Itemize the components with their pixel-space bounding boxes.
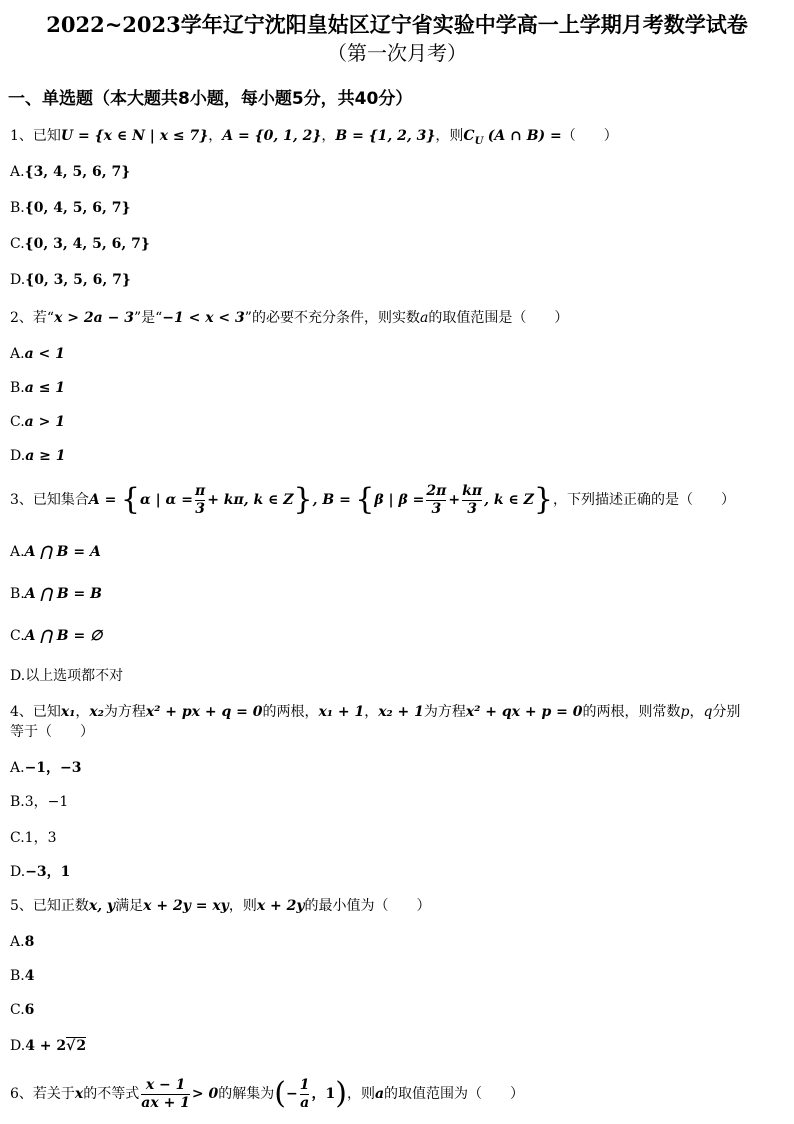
option-label: A. <box>10 544 25 560</box>
option-label: D. <box>10 668 26 684</box>
fraction <box>141 1077 190 1112</box>
option-text: A ⋂ B = B <box>24 586 102 602</box>
math: A = {0, 1, 2} <box>222 128 322 144</box>
section-heading: 一、单选题（本大题共8小题，每小题5分，共40分） <box>8 89 413 109</box>
math: U = {x ∈ N | x ≤ 7} <box>60 128 209 144</box>
math: x₂ + 1 <box>378 704 424 720</box>
fraction-denominator: 3 <box>195 500 205 517</box>
option-label: B. <box>10 586 25 602</box>
question-2-option-d[interactable] <box>10 446 65 466</box>
question-4-option-c[interactable] <box>10 828 57 848</box>
text: ， <box>364 704 379 720</box>
option-text: a < 1 <box>24 346 65 362</box>
question-2-option-a[interactable] <box>10 344 65 364</box>
math: β | β = <box>374 492 425 508</box>
text: （ ） <box>561 128 618 144</box>
option-text: 4 + 2 <box>25 1038 67 1054</box>
math: , B = <box>312 492 351 508</box>
option-label: C. <box>10 414 25 430</box>
math: a <box>374 1086 385 1102</box>
math: p <box>680 704 690 720</box>
question-1-option-c[interactable] <box>10 234 150 254</box>
text: ， <box>321 128 336 144</box>
math: − <box>286 1086 298 1102</box>
text: ，则 <box>228 898 257 914</box>
text: ，则 <box>435 128 464 144</box>
question-3-option-a[interactable] <box>10 542 101 562</box>
question-4-stem-line2: 等于（ ） <box>10 724 94 740</box>
math-subscript: U <box>474 135 484 147</box>
math: (A ∩ B) = <box>487 128 562 144</box>
math: x > 2a − 3 <box>54 310 134 326</box>
fraction-denominator: 3 <box>462 500 482 518</box>
question-6-stem <box>10 1074 524 1114</box>
math: x² + qx + p = 0 <box>465 704 583 720</box>
question-2-stem <box>10 308 568 328</box>
math: , k ∈ Z <box>484 492 534 508</box>
option-label: B. <box>10 200 25 216</box>
option-text: a ≤ 1 <box>24 380 66 396</box>
option-label: B. <box>10 794 25 810</box>
option-label: B. <box>10 968 25 984</box>
fraction-numerator: kπ <box>462 482 483 499</box>
option-text: 8 <box>24 934 35 950</box>
option-label: D. <box>10 1038 26 1054</box>
option-text: 4 <box>24 968 35 984</box>
option-text: {0, 3, 4, 5, 6, 7} <box>24 236 150 252</box>
text: 分别 <box>712 704 741 720</box>
square-root: √2 <box>66 1038 87 1054</box>
sqrt-radicand: 2 <box>76 1038 87 1054</box>
option-label: D. <box>10 448 26 464</box>
question-4-stem <box>10 702 740 722</box>
fraction-numerator: 2π <box>426 482 447 499</box>
math: α | α = <box>139 492 193 508</box>
text: 3、已知集合 <box>10 492 89 508</box>
right-paren: ) <box>335 1076 347 1111</box>
text: 满足 <box>115 898 144 914</box>
option-label: C. <box>10 1002 25 1018</box>
left-brace: { <box>120 482 140 517</box>
question-2-option-c[interactable] <box>10 412 65 432</box>
math: B = {1, 2, 3} <box>335 128 436 144</box>
text: 为方程 <box>423 704 466 720</box>
text: ，则 <box>346 1086 375 1102</box>
fraction-numerator: x − 1 <box>145 1076 186 1093</box>
question-4-option-b[interactable] <box>10 792 68 812</box>
math: x + 2y <box>256 898 305 914</box>
fraction <box>300 1077 310 1112</box>
question-5-option-c[interactable] <box>10 1000 34 1020</box>
question-5-option-d[interactable] <box>10 1036 86 1056</box>
fraction-denominator: ax + 1 <box>141 1094 190 1111</box>
math: x₂ <box>89 704 104 720</box>
text: 的取值范围是（ ） <box>428 310 569 326</box>
math: + kπ, k ∈ Z <box>207 492 294 508</box>
math: ，1 <box>311 1086 336 1102</box>
math: a <box>419 310 429 326</box>
option-label: D. <box>10 272 26 288</box>
text: ， <box>689 704 704 720</box>
text: 1、已知 <box>10 128 61 144</box>
text: 2、若“ <box>10 310 55 326</box>
text: 的解集为 <box>218 1086 275 1102</box>
option-label: C. <box>10 236 25 252</box>
text: 的两根， <box>262 704 319 720</box>
fraction-numerator: 1 <box>299 1076 310 1093</box>
math: x² + px + q = 0 <box>145 704 263 720</box>
question-3-option-b[interactable] <box>10 584 102 604</box>
page-subtitle: （第一次月考） <box>327 41 467 65</box>
question-3-option-d[interactable] <box>10 666 123 686</box>
text: 的最小值为（ ） <box>304 898 431 914</box>
question-2-option-b[interactable] <box>10 378 65 398</box>
page-title: 2022~2023学年辽宁沈阳皇姑区辽宁省实验中学高一上学期月考数学试卷 <box>46 12 748 37</box>
text: ”的必要不充分条件，则实数 <box>244 310 420 326</box>
left-brace: { <box>355 482 375 517</box>
fraction <box>426 483 446 518</box>
question-3-stem <box>10 478 735 522</box>
text: 5、已知正数 <box>10 898 89 914</box>
option-text: {0, 3, 5, 6, 7} <box>25 272 131 288</box>
math: x <box>74 1086 84 1102</box>
option-text: A ⋂ B = ∅ <box>24 628 103 644</box>
question-3-option-c[interactable] <box>10 626 102 646</box>
math: x₁ + 1 <box>318 704 365 720</box>
fraction-denominator: a <box>300 1094 310 1111</box>
math: −1 < x < 3 <box>162 310 245 326</box>
question-5-stem <box>10 896 431 916</box>
option-text: a ≥ 1 <box>25 448 66 464</box>
text: 为方程 <box>103 704 146 720</box>
option-text: 6 <box>24 1002 35 1018</box>
option-text: a > 1 <box>24 414 65 430</box>
option-text: −1，−3 <box>24 760 82 776</box>
right-brace: } <box>533 482 553 517</box>
math: > 0 <box>191 1086 219 1102</box>
question-5-option-b[interactable] <box>10 966 35 986</box>
question-1-option-a[interactable] <box>10 162 130 182</box>
fraction-numerator: π <box>194 482 206 499</box>
text: ，下列描述正确的是（ ） <box>552 492 735 508</box>
text: 的两根，则常数 <box>582 704 681 720</box>
question-4-option-d[interactable] <box>10 862 70 882</box>
question-1-stem <box>10 126 618 152</box>
text: 4、已知 <box>10 704 61 720</box>
math: q <box>703 704 713 720</box>
math: + <box>448 492 461 508</box>
text: 6、若关于 <box>10 1086 75 1102</box>
math: A = <box>88 492 117 508</box>
math: x + 2y = xy <box>143 898 229 914</box>
option-text: A ⋂ B = A <box>24 544 101 560</box>
option-label: A. <box>10 346 25 362</box>
math: x, y <box>88 898 116 914</box>
option-label: C. <box>10 628 25 644</box>
question-4-option-a[interactable] <box>10 758 82 778</box>
option-text: 1，3 <box>24 830 57 846</box>
fraction-denominator: 3 <box>426 500 446 518</box>
fraction <box>462 483 482 518</box>
question-1-option-b[interactable] <box>10 198 130 218</box>
right-brace: } <box>293 482 313 517</box>
text: 的取值范围为（ ） <box>384 1086 525 1102</box>
option-text: −3，1 <box>25 864 71 880</box>
text: ， <box>208 128 223 144</box>
text: ”是“ <box>133 310 163 326</box>
text: 的不等式 <box>83 1086 140 1102</box>
option-label: A. <box>10 164 25 180</box>
left-paren: ( <box>274 1076 286 1111</box>
question-1-option-d[interactable] <box>10 270 131 290</box>
option-label: A. <box>10 760 25 776</box>
option-text: {0, 4, 5, 6, 7} <box>24 200 131 216</box>
option-label: B. <box>10 380 25 396</box>
option-label: A. <box>10 934 25 950</box>
option-text: {3, 4, 5, 6, 7} <box>24 164 131 180</box>
math: x₁ <box>60 704 76 720</box>
option-label: C. <box>10 830 25 846</box>
question-5-option-a[interactable] <box>10 932 34 952</box>
math: C <box>463 128 475 144</box>
option-label: D. <box>10 864 26 880</box>
option-text: 以上选项都不对 <box>25 668 124 684</box>
option-text: 3，−1 <box>24 794 69 810</box>
text: ， <box>75 704 90 720</box>
fraction <box>195 483 205 518</box>
